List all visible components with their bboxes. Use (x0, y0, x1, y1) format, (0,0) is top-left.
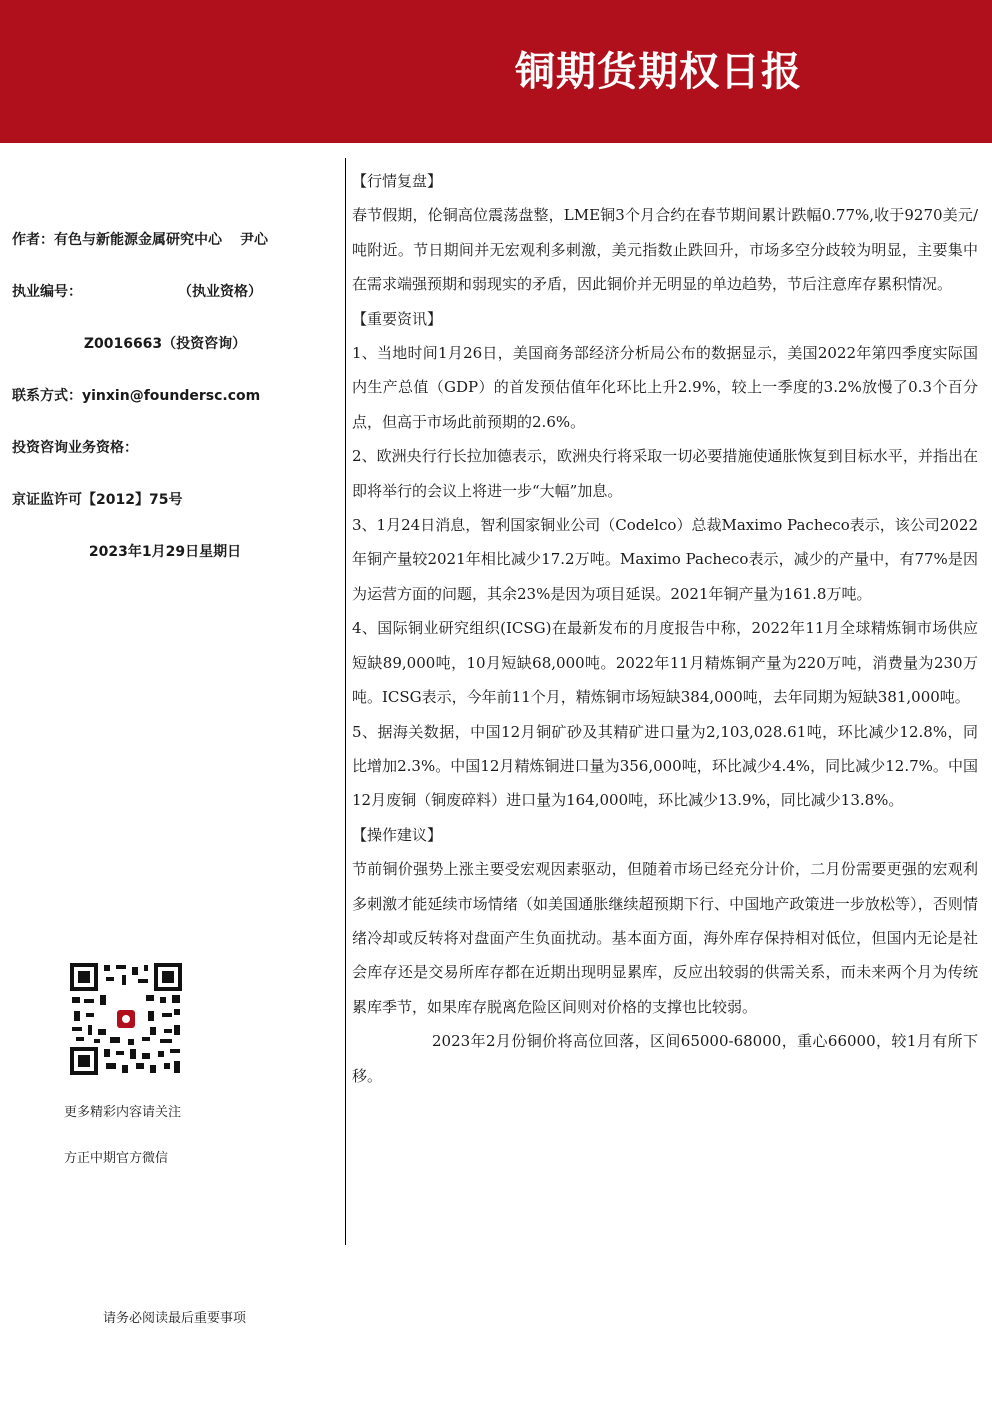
news-item: 1、当地时间1月26日，美国商务部经济分析局公布的数据显示，美国2022年第四季度实际国内生产总值（GDP）的首发预估值年化环比上升2.9%，较上一季度的3.2%放慢了0.3个百分点，但高于市场此前预期的2.6%。 (352, 344, 978, 431)
review-heading: 【行情复盘】 (352, 172, 443, 190)
news-item: 5、据海关数据，中国12月铜矿砂及其精矿进口量为2,103,028.61吨，环比减少12.8%，同比增加2.3%。中国12月精炼铜进口量为356,000吨，环比减少4.4%，同比减少12.7%。中国12月废铜（铜废碎料）进口量为164,000吨，环比减少13.9%，同比减少13.8%。 (352, 722, 978, 810)
report-title: 铜期货期权日报 (515, 49, 802, 95)
contact-line (12, 385, 260, 405)
news-heading: 【重要资讯】 (352, 309, 443, 328)
advisory-qualification-label: 投资咨询业务资格： (12, 440, 138, 456)
qr-caption-wechat: 方正中期官方微信 (64, 1151, 169, 1166)
license-line (12, 281, 262, 301)
wechat-qr-code (70, 963, 182, 1075)
license-label: 执业编号： (12, 284, 82, 300)
report-date: 2023年1月29日星期日 (88, 544, 242, 560)
advice-forecast: 2023年2月份铜价将高位回落，区间65000-68000，重心66000，较1月有所下移。 (352, 1032, 978, 1085)
author-value: 有色与新能源金属研究中心 (54, 232, 222, 248)
author-label: 作者： (12, 232, 54, 248)
qr-caption-follow: 更多精彩内容请关注 (64, 1105, 182, 1120)
news-item: 4、国际铜业研究组织(ICSG)在最新发布的月度报告中称，2022年11月全球精炼铜市场供应短缺89,000吨，10月短缺68,000吨。2022年11月精炼铜产量为220万吨，消费量为230万吨。ICSG表示，今年前11个月，精炼铜市场短缺384,000吨，去年同期为短缺381,000吨。 (352, 619, 978, 707)
review-paragraph: 春节假期，伦铜高位震荡盘整，LME铜3个月合约在春节期间累计跌幅0.77%,收于9270美元/吨附近。节日期间并无宏观利多刺激，美元指数止跌回升，市场多空分歧较为明显，主要集中在需求端强预期和弱现实的矛盾，因此铜价并无明显的单边趋势，节后注意库存累积情况。 (352, 206, 978, 294)
license-number: Z0016663（投资咨询） (83, 336, 247, 352)
header-band (0, 0, 992, 143)
license-qualification: （执业资格） (178, 284, 262, 300)
news-item: 2、欧洲央行行长拉加德表示，欧洲央行将采取一切必要措施使通胀恢复到目标水平，并指出在即将举行的会议上将进一步“大幅”加息。 (352, 447, 978, 500)
disclaimer-note: 请务必阅读最后重要事项 (103, 1311, 247, 1326)
column-divider (345, 158, 346, 1245)
contact-email[interactable]: yinxin@foundersc.com (82, 388, 261, 404)
author-line (12, 229, 268, 249)
author-name: 尹心 (240, 232, 268, 248)
regulatory-permit: 京证监许可【2012】75号 (12, 492, 183, 508)
news-item: 3、1月24日消息，智利国家铜业公司（Codelco）总裁Maximo Pacheco表示，该公司2022年铜产量较2021年相比减少17.2万吨。Maximo Pacheco表示，减少的产量中，有77%是因为运营方面的问题，其余23%是因为项目延误。2021年铜产量为161.8万吨。 (352, 516, 978, 603)
advice-heading: 【操作建议】 (352, 825, 443, 844)
contact-label: 联系方式： (12, 388, 82, 404)
advice-paragraph: 节前铜价强势上涨主要受宏观因素驱动，但随着市场已经充分计价，二月份需要更强的宏观利多刺激才能延续市场情绪（如美国通胀继续超预期下行、中国地产政策进一步放松等），否则情绪冷却或反转将对盘面产生负面扰动。基本面方面，海外库存保持相对低位，但国内无论是社会库存还是交易所库存都在近期出现明显累库，反应出较弱的供需关系，而未来两个月为传统累库季节，如果库存脱离危险区间则对价格的支撑也比较弱。 (352, 860, 978, 1016)
report-body (352, 164, 978, 1093)
